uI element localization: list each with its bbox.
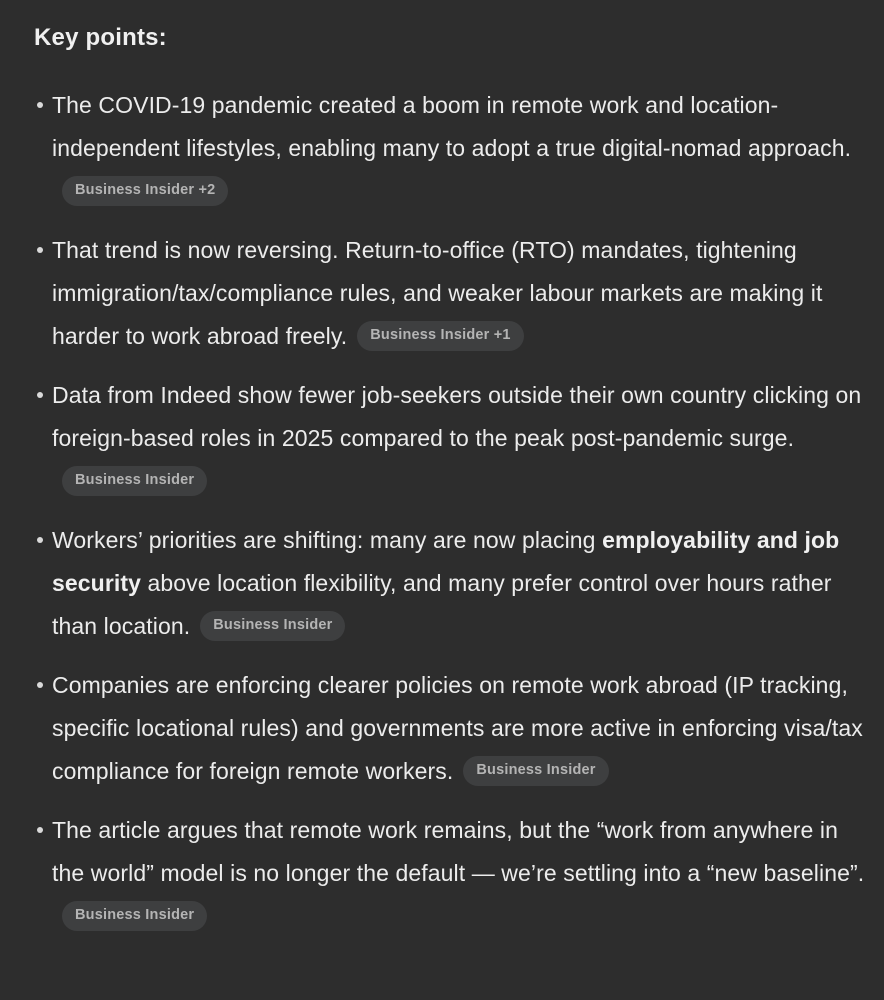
citation-badge[interactable]: Business Insider	[62, 466, 207, 496]
citation-badge[interactable]: Business Insider +2	[62, 176, 228, 206]
bullet-text-segment: That trend is now reversing. Return-to-office (RTO) mandates, tightening immigration/tax/compliance rules, and weaker labour markets are making it harder to work abroad freely.	[52, 237, 823, 349]
citation-badge[interactable]: Business Insider	[62, 901, 207, 931]
list-item	[34, 229, 868, 358]
bullet-text	[52, 229, 868, 358]
bullet-text-segment: above location flexibility, and many prefer control over hours rather than location.	[52, 570, 832, 639]
bullet-text-segment: The article argues that remote work remains, but the “work from anywhere in the world” model is no longer the default — we’re settling into a “new baseline”.	[52, 817, 865, 886]
bullet-text	[52, 664, 868, 793]
bullet-text-bold-segment: employability and job security	[52, 527, 840, 596]
bullet-text	[52, 374, 868, 503]
list-item	[34, 809, 868, 938]
bullet-icon	[37, 537, 43, 543]
bullet-icon	[37, 392, 43, 398]
bullet-text	[52, 809, 868, 938]
citation-badge[interactable]: Business Insider	[463, 756, 608, 786]
bullet-icon	[37, 682, 43, 688]
bullet-text	[52, 84, 868, 213]
list-item	[34, 664, 868, 793]
bullet-text	[52, 519, 868, 648]
list-item	[34, 374, 868, 503]
bullet-text-segment: Workers’ priorities are shifting: many are now placing	[52, 527, 603, 553]
key-points-heading: Key points:	[34, 24, 167, 51]
bullet-icon	[37, 102, 43, 108]
key-points-list	[34, 84, 868, 938]
list-item	[34, 84, 868, 213]
bullet-text-segment: Data from Indeed show fewer job-seekers outside their own country clicking on foreign-based roles in 2025 compared to the peak post-pandemic surge.	[52, 382, 862, 451]
bullet-text-segment: The COVID-19 pandemic created a boom in remote work and location-independent lifestyles, enabling many to adopt a true digital-nomad approach.	[52, 92, 852, 161]
bullet-text-segment: Companies are enforcing clearer policies on remote work abroad (IP tracking, specific locational rules) and governments are more active in enforcing visa/tax compliance for foreign remote workers.	[52, 672, 863, 784]
citation-badge[interactable]: Business Insider	[200, 611, 345, 641]
citation-badge[interactable]: Business Insider +1	[357, 321, 523, 351]
list-item	[34, 519, 868, 648]
bullet-icon	[37, 827, 43, 833]
bullet-icon	[37, 247, 43, 253]
